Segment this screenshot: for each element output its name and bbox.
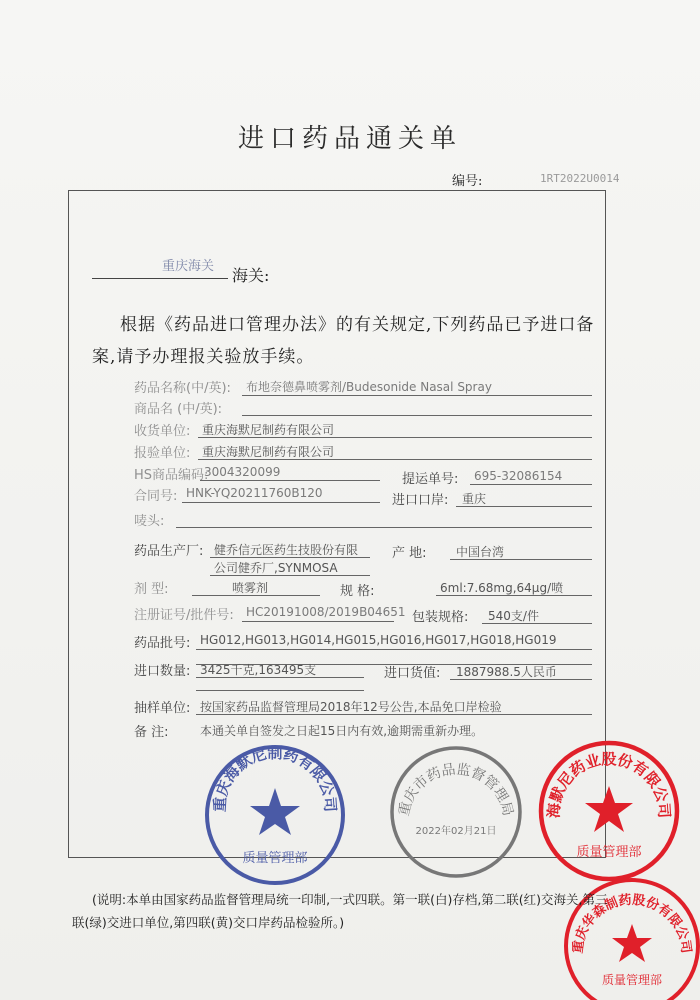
bill-no-underline	[470, 484, 592, 485]
footer-note-line-2: 联(绿)交进口单位,第四联(黄)交口岸药品检验所。)	[72, 915, 345, 930]
serial-label: 编号:	[452, 174, 483, 189]
spec-label: 规 格:	[340, 584, 375, 599]
port-inspection-stamp	[386, 742, 526, 882]
hs-code-label: HS商品编码:	[134, 468, 209, 483]
batch-no-label: 药品批号:	[134, 636, 191, 651]
intro-line-1: 根据《药品进口管理办法》的有关规定,下列药品已予进口备	[120, 315, 595, 335]
reg-no-label: 注册证号/批件号:	[134, 608, 234, 623]
manufacturer-value: 健乔信元医药生技股份有限	[214, 543, 359, 557]
bill-no-label: 提运单号:	[402, 472, 459, 487]
company-stamp-outer-text: 重庆海默尼制药有限公司	[210, 743, 340, 813]
star-icon	[612, 924, 652, 962]
batch-no-underline	[196, 649, 592, 650]
customs-suffix: 海关:	[232, 266, 270, 285]
intro-line-2: 案,请予办理报关验放手续。	[92, 347, 315, 367]
dosage-form-value: 喷雾剂	[232, 581, 269, 595]
cargo-value-label: 进口货值:	[384, 666, 441, 681]
red-stamp-top-outer-text: 海默尼药业股份有限公司	[544, 750, 674, 819]
hs-code-value: 3004320099	[204, 465, 281, 479]
manufacturer-underline-2	[210, 575, 370, 576]
document-title: 进口药品通关单	[237, 124, 462, 154]
quantity-label: 进口数量:	[134, 664, 191, 679]
hs-code-underline	[200, 480, 380, 481]
drug-name-label: 药品名称(中/英):	[134, 381, 231, 396]
quantity-underline	[196, 677, 364, 678]
star-icon	[250, 788, 300, 835]
red-quality-stamp-top	[534, 736, 684, 886]
footer-note-line-1: (说明:本单由国家药品监督管理局统一印制,一式四联。第一联(白)存档,第二联(红)交海关,第三	[92, 892, 608, 907]
port-underline	[456, 506, 592, 507]
svg-text:重庆市药品监督管理局	[396, 761, 516, 818]
contract-no-label: 合同号:	[134, 489, 178, 504]
declarant-underline	[198, 459, 592, 460]
spec-underline	[436, 595, 592, 596]
customs-name-stamp: 重庆海关	[162, 259, 215, 274]
remarks-label: 备 注:	[134, 725, 169, 740]
port-stamp-date: 2022年02月21日	[415, 826, 497, 837]
origin-value: 中国台湾	[456, 545, 505, 559]
mark-label: 唛头:	[134, 514, 165, 529]
spec-value: 6ml:7.68mg,64μg/喷	[440, 581, 564, 595]
sampling-value: 按国家药品监督管理局2018年12号公告,本品免口岸检验	[200, 700, 502, 714]
consignee-value: 重庆海默尼制药有限公司	[202, 423, 335, 437]
port-stamp-outer-text: 重庆市药品监督管理局	[396, 761, 516, 818]
red-stamp-top-inner-text: 质量管理部	[576, 845, 642, 860]
reg-no-underline	[242, 621, 394, 622]
dosage-form-underline	[192, 595, 320, 596]
manufacturer-label: 药品生产厂:	[134, 544, 204, 559]
origin-underline	[450, 559, 592, 560]
consignee-underline	[198, 437, 592, 438]
origin-label: 产 地:	[392, 546, 427, 561]
sampling-underline	[196, 714, 592, 715]
declarant-label: 报验单位:	[134, 446, 191, 461]
drug-name-value: 布地奈德鼻喷雾剂/Budesonide Nasal Spray	[246, 380, 492, 394]
declarant-value: 重庆海默尼制药有限公司	[202, 445, 335, 459]
quantity-underline-2	[196, 690, 364, 691]
red-stamp-bottom-outer-text: 重庆华森制药股份有限公司	[570, 892, 694, 955]
trade-name-underline	[242, 415, 592, 416]
drug-name-underline	[242, 395, 592, 396]
bill-no-value: 695-32086154	[474, 469, 563, 483]
contract-no-value: HNK-YQ20211760B120	[186, 486, 323, 500]
contract-no-underline	[182, 502, 380, 503]
consignee-label: 收货单位:	[134, 424, 191, 439]
batch-no-value: HG012,HG013,HG014,HG015,HG016,HG017,HG018,HG019	[200, 633, 557, 647]
dosage-form-label: 剂 型:	[134, 582, 169, 597]
customs-underline	[92, 278, 228, 279]
serial-value: 1RT2022U0014	[540, 172, 620, 185]
manufacturer-underline	[210, 557, 370, 558]
star-icon	[585, 786, 633, 832]
reg-no-value: HC20191008/2019B04651	[246, 605, 406, 619]
cargo-value-underline	[450, 679, 592, 680]
quantity-value: 3425千克,163495支	[200, 663, 317, 677]
cargo-value-value: 1887988.5人民币	[456, 665, 557, 679]
port-label: 进口口岸:	[392, 493, 449, 508]
manufacturer-value-2: 公司健乔厂,SYNMOSA	[214, 561, 338, 575]
company-quality-stamp	[200, 740, 350, 890]
remarks-value: 本通关单自签发之日起15日内有效,逾期需重新办理。	[200, 724, 484, 738]
pack-spec-label: 包装规格:	[412, 610, 469, 625]
mark-underline	[176, 527, 592, 528]
red-stamp-bottom-inner-text: 质量管理部	[601, 973, 663, 987]
pack-spec-value: 540支/件	[488, 609, 539, 623]
trade-name-label: 商品名 (中/英):	[134, 402, 223, 417]
pack-spec-underline	[482, 623, 592, 624]
sampling-label: 抽样单位:	[134, 701, 191, 716]
port-value: 重庆	[462, 492, 487, 506]
company-stamp-inner-text: 质量管理部	[242, 851, 308, 866]
